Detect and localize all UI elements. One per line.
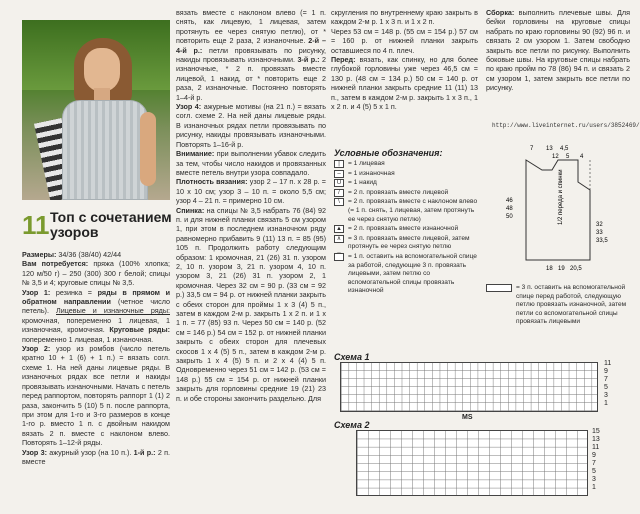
- article-title: Топ с сочетанием узоров: [50, 209, 172, 240]
- paragraph: Размеры: 34/36 (38/40) 42/44: [22, 250, 122, 259]
- text-column-1: [22, 250, 170, 512]
- paragraph: Узор 1: резинка = ряды в прямом и обратном направлении (четное число петель). Лицевые и изнаночные ряды: кромочная, попеременно 1 лицевая, 1 изнаночная, кромочная. Круговые ряды: попеременно 1 лицевая, 1 изнаночная.: [22, 287, 170, 344]
- dim-label: 13: [546, 146, 553, 152]
- model-photo: [22, 20, 170, 200]
- row-number: 3: [592, 476, 596, 483]
- paragraph: Сборка: выполнить плечевые швы. Для бейки горловины на круговые спицы набрать по краю горловины 90 (92) 96 п. и связать 2 см узором 1. Затем свободно закрыть все петли по рисунку. Выполнить боковые швы. На круговые спицы набрать по краю пройм по 78 (86) 94 п. и связать 2 см узором 1, затем закрыть все петли по рисунку.: [486, 8, 630, 93]
- pattern-diagram: [486, 130, 636, 280]
- paragraph: Узор 4: ажурные мотивы (на 21 п.) = вязать согл. схеме 2. На ней даны лицевые ряды. В изнаночных рядах петли провязывать по рисунку, накиды провязывать изнаночными. Повторять 1–16-й р.: [176, 102, 326, 149]
- paragraph: Вам потребуется: пряжа (100% хлопка; 120 м/50 г) – 250 (300) 300 г белой; спицы № 3,5 и 4; круговые спицы № 3,5.: [22, 259, 170, 288]
- source-url: http://www.liveinternet.ru/users/3852469/: [492, 122, 640, 129]
- legend-text: = 2 п. провязать вместе изнаночной: [348, 225, 459, 233]
- dim-label: 48: [506, 206, 513, 212]
- paragraph: Узор 2: узор из ромбов (число петель кратно 10 + 1 (6) + 1 п.) = вязать согл. схеме 1. На ней даны лицевые ряды. В изнаночных рядах все петли и накиды провязывать изнаночными. Начать с петель перед раппортом, повторять раппорт 1 (1) 2 раза, закончить 5 (10) 5 п. после раппорта, при этом для 1-го и 3-го размеров в конце 1-го р. вместо 1 п. с двойным накидом вязать 2 п. вместе с наклоном влево. Повторять 1–12-й ряды.: [22, 344, 170, 448]
- row-number: 5: [592, 468, 596, 475]
- legend-row: [334, 170, 479, 179]
- schema-2-grid: [356, 430, 588, 496]
- stitch-symbol-icon: |: [334, 160, 344, 168]
- paragraph: Спинка: на спицы № 3,5 набрать 76 (84) 92 п. и для нижней планки связать 5 см узором 1, при этом в последнем изнаночном ряду равномерно прибавить 9 (11) 13 п. = 85 (95) 105 п. Продолжить работу следующим образом: 1 кромочная, 21 (26) 31 п. узором 2, 10 п. узором 3, 21 п. узором 4, 10 п. узором 3, 21 (26) 31 п. узором 2, 1 кромочная. Через 32 см = 90 р. (33 см = 92 р.) 33,5 см = 94 р. от нижней планки закрыть с обеих сторон для проймы 1 x 3 (4) 5 п., затем в каждом 2-м р. закрыть 1 x 2 п. и 1 x 1 п. = 77 (85) 93 п. Через 50 см = 140 р. (52 см = 146 р.) 54 см = 152 р. от нижней планки закрыть с обеих сторон для плечевых скосов 1 x 4 (5) 5 п., затем в каждом 2-м р. закрыть 1 x 4 (5) 5 п. и 2 x 4 (4) 5 п. Одновременно через 51 см = 142 р. (53 см = 148 р.) 55 см = 154 р. от нижней планки закрыть для горловины средние 19 (21) 23 п. и обе стороны закончить раздельно. Для: [176, 205, 326, 403]
- row-number: 1: [604, 400, 608, 407]
- row-number: 7: [604, 376, 608, 383]
- dim-label: 18: [546, 266, 553, 272]
- paragraph: скругления по внутреннему краю закрыть в каждом 2-м р. 1 x 3 п. и 1 x 2 п.: [331, 8, 478, 27]
- legend-title: Условные обозначения:: [334, 148, 443, 158]
- photo-arm: [140, 112, 156, 186]
- stitch-symbol-icon: \: [334, 198, 344, 206]
- legend-extra: [486, 284, 628, 327]
- legend-text: = 1 лицевая: [348, 160, 385, 167]
- legend-row: [334, 189, 479, 198]
- stitch-symbol-icon: ∧: [334, 235, 344, 243]
- photo-knitted-top: [62, 100, 148, 200]
- legend-text: = 1 п. оставить на вспомогательной спице за работой, следующие 3 п. провязать лицевыми, затем петлю со вспомогательной спицы провязать изнаночной: [348, 252, 477, 295]
- row-number: 7: [592, 460, 596, 467]
- dim-label: 4,5: [560, 146, 569, 152]
- pattern-caption: 1/2 переда и спинки: [558, 169, 564, 225]
- schema-2-row-numbers: [592, 428, 600, 492]
- legend-row: [334, 198, 479, 224]
- legend-row: [334, 225, 479, 234]
- schema-2-label: Схема 2: [334, 420, 370, 430]
- legend: [334, 160, 479, 297]
- legend-text: = 3 п. провязать вместе лицевой, затем протянуть ее через снятую петлю: [348, 234, 470, 251]
- legend-row: [334, 179, 479, 188]
- text-column-4: [486, 8, 630, 118]
- photo-face: [84, 48, 120, 92]
- paragraph: Плотность вязания: узор 2 – 17 п. x 28 р. = 10 x 10 см; узор 3 – 10 п. = около 5,5 см; узор 4 – 21 п. = примерно 10 см.: [176, 177, 326, 206]
- dim-label: 4: [580, 154, 584, 160]
- legend-text: = 2 п. провязать вместе лицевой: [348, 188, 449, 196]
- row-number: 11: [604, 360, 612, 367]
- row-number: 11: [592, 444, 600, 451]
- schema-1-grid: [340, 362, 598, 412]
- stitch-symbol-icon: –: [334, 170, 344, 178]
- row-number: 3: [604, 392, 608, 399]
- paragraph: Узор 3: ажурный узор (на 10 п.). 1-й р.: 2 п. вместе: [22, 447, 170, 466]
- row-number: 1: [592, 484, 596, 491]
- stitch-symbol-icon: /: [334, 189, 344, 197]
- dim-label: 33: [596, 230, 603, 236]
- paragraph: Через 53 см = 148 р. (55 см = 154 р.) 57 см = 160 р. от нижней планки закрыть оставшиеся по 4 п. плеч.: [331, 26, 478, 55]
- legend-text: = 1 накид: [348, 179, 377, 187]
- dim-label: 12: [552, 154, 559, 160]
- dim-label: 19: [558, 266, 565, 272]
- dim-label: 50: [506, 214, 513, 220]
- row-number: 9: [592, 452, 596, 459]
- text-column-3: [331, 8, 478, 140]
- row-number: 5: [604, 384, 608, 391]
- legend-extra-text: = 3 п. оставить на вспомогательной спице перед работой, следующую петлю провязать изнаночной, затем петли со вспомогательной спицы провязать лицевыми: [516, 284, 627, 326]
- dim-label: 7: [530, 146, 534, 152]
- stitch-symbol-icon: ⌒: [335, 253, 342, 260]
- repeat-label: MS: [462, 414, 473, 421]
- cable-symbol-icon: [486, 284, 512, 292]
- stitch-symbol-icon: U: [334, 179, 344, 187]
- text-column-2: [176, 8, 326, 512]
- legend-text: = 2 п. провязать вместе с наклоном влево (= 1 п. снять, 1 лицевая, затем протянуть ее через снятую петлю): [348, 198, 478, 223]
- legend-row: [334, 235, 479, 252]
- legend-row: [334, 253, 479, 296]
- legend-row: [334, 160, 479, 169]
- dim-label: 46: [506, 198, 513, 204]
- schema-1-label: Схема 1: [334, 352, 370, 362]
- article-number: 11: [22, 210, 50, 240]
- dim-label: 32: [596, 222, 603, 228]
- stitch-symbol-icon: ▲: [334, 225, 344, 233]
- dim-label: 5: [566, 154, 570, 160]
- paragraph: Перед: вязать, как спинку, но для более глубокой горловины уже через 46,5 см = 130 р. (48 см = 134 р.) 50 см = 140 р. от нижней планки закрыть средние 11 (11) 13 п., затем в каждом 2-м р. закрыть 1 x 3 п., 1 x 2 п. и 4 (5) 5 x 1 п.: [331, 55, 478, 112]
- paragraph: Внимание: при выполнении убавок следить за тем, чтобы число накидов и провязанных вместе петель внутри узора совпадало.: [176, 149, 326, 177]
- dim-label: 20,5: [570, 266, 582, 272]
- legend-text: = 1 изнаночная: [348, 169, 395, 177]
- dim-label: 33,5: [596, 238, 608, 244]
- paragraph: вязать вместе с наклоном влево (= 1 п. снять, как лицевую, 1 лицевая, затем протянуть ее через снятую петлю), от * повторить еще 2 раза, 2 изнаночные. 2-й – 4-й р.: петли провязывать по рисунку, накиды провязывать изнаночными. 3-й р.: 2 изнаночные, * 2 п. провязать вместе лицевой, 1 накид, от * повторить еще 2 раза, 2 изнаночные. Постоянно повторять 1–4-й р.: [176, 8, 326, 102]
- row-number: 13: [592, 436, 600, 443]
- row-number: 15: [592, 428, 600, 435]
- schema-1-row-numbers: [604, 360, 611, 408]
- row-number: 9: [604, 368, 608, 375]
